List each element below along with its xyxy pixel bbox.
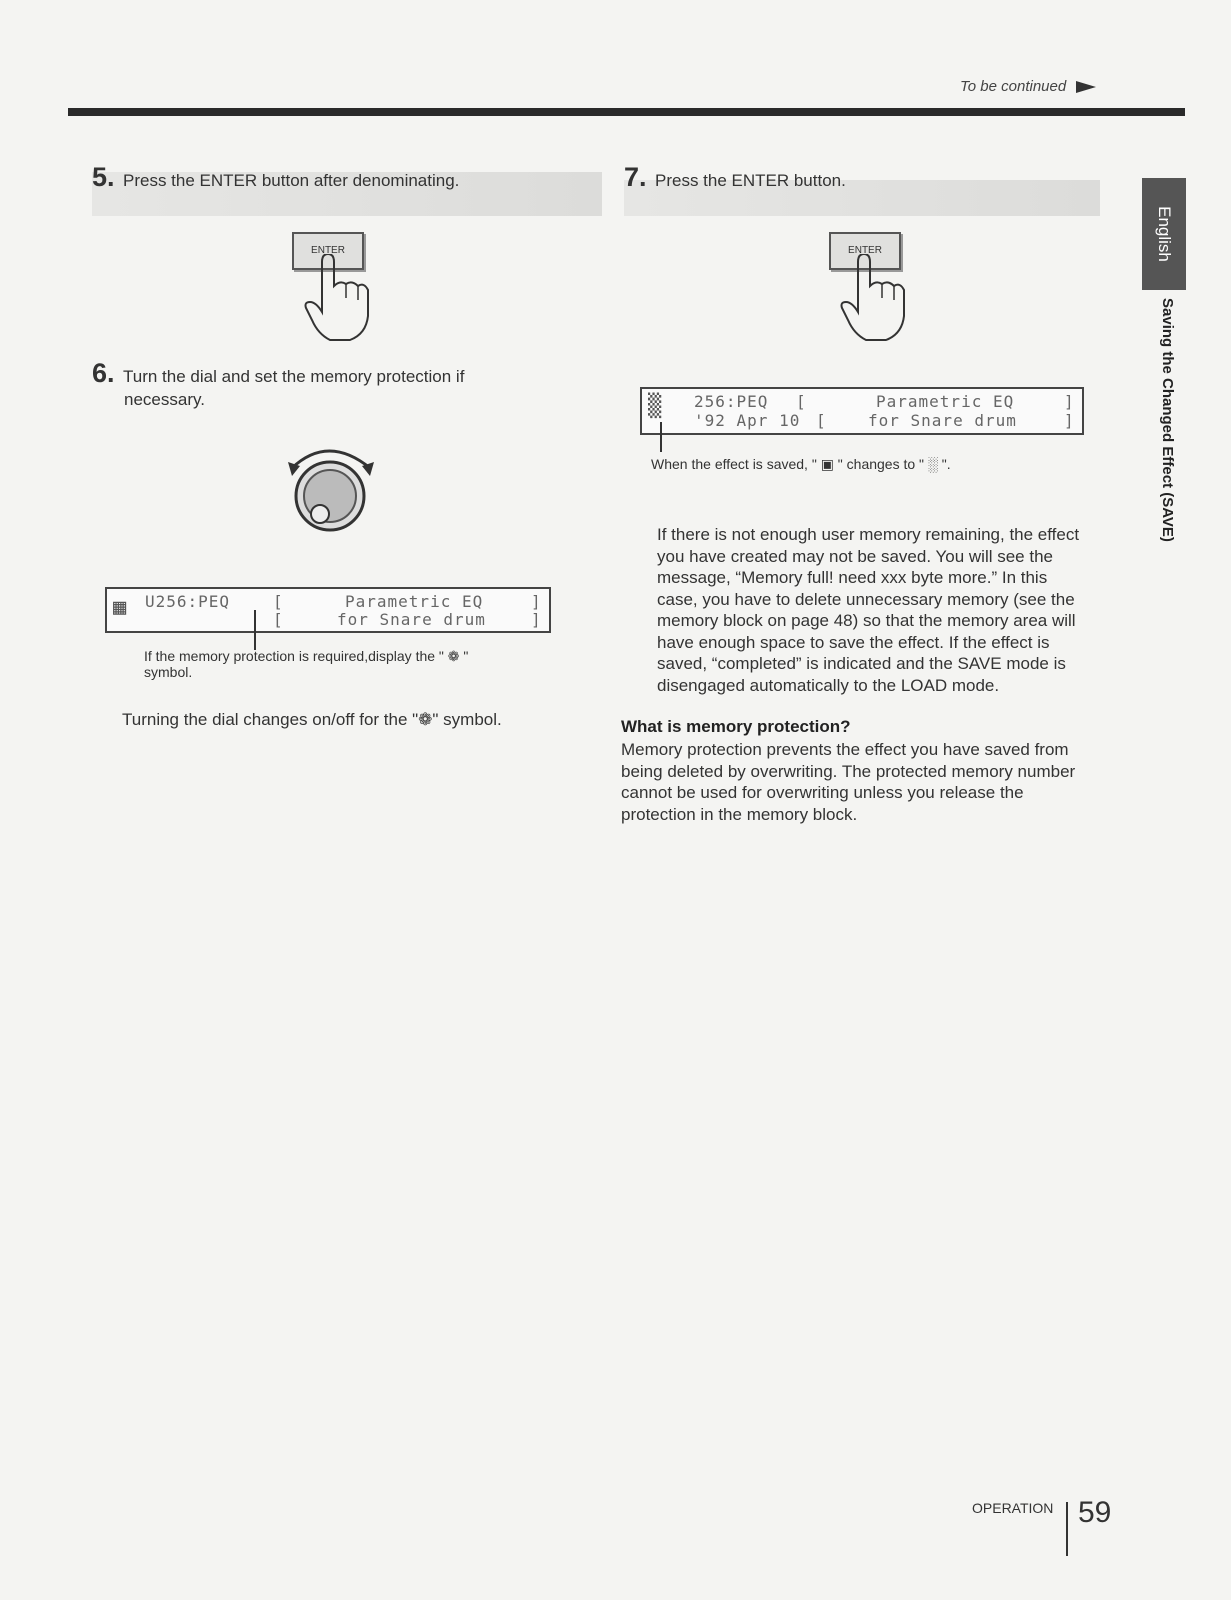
lcd-left-close-bracket-1: ]: [531, 592, 542, 611]
note-line: memory block on page 48) so that the memory area will: [657, 611, 1076, 630]
protection-line: Memory protection prevents the effect you have saved from: [621, 740, 1069, 759]
step7-number: 7.: [624, 162, 647, 192]
lcd-display-right: [640, 387, 1084, 435]
lcd-left-row1-left: U256:PEQ: [145, 592, 231, 611]
page-number: 59: [1078, 1496, 1112, 1529]
step7-heading: [624, 162, 846, 193]
language-tab: [1142, 178, 1186, 290]
note-line: disengaged automatically to the LOAD mode.: [657, 675, 1000, 695]
lcd-right-row2-bracket: [: [816, 411, 827, 430]
memory-full-note: [657, 524, 1127, 696]
top-rule: [68, 108, 1185, 116]
note-line: case, you have to delete unnecessary memory (see the: [657, 589, 1075, 609]
lcd-right-row2-left: '92 Apr 10: [694, 411, 801, 430]
protection-line: cannot be used for overwriting unless you release the: [621, 783, 1024, 802]
note-line: message, “Memory full! need xxx byte more.” In this: [657, 568, 1048, 587]
lcd-right-row1-right: Parametric EQ: [876, 392, 1015, 411]
pressing-hand-icon-right: [836, 254, 916, 344]
lcd-right-row1-bracket: [: [796, 392, 807, 411]
note-line: have enough space to save the effect. If the effect is: [657, 632, 1050, 652]
step6-line1: Turn the dial and set the memory protection if: [122, 367, 465, 386]
pressing-hand-icon: [300, 254, 380, 344]
memory-icon: ▦: [113, 595, 127, 620]
lcd-right-close-bracket-2: ]: [1064, 411, 1075, 430]
step6-number: 6.: [92, 358, 115, 388]
to-be-continued-text: To be continued: [960, 78, 1067, 95]
lcd-left-row1-bracket: [: [273, 592, 284, 611]
step6-line2: necessary.: [124, 390, 205, 409]
lcd-right-close-bracket-1: ]: [1064, 392, 1075, 411]
footer-divider: [1066, 1502, 1068, 1556]
section-tab-label: Saving the Changed Effect (SAVE): [1159, 298, 1176, 542]
step5-number: 5.: [92, 162, 115, 192]
note-line: If there is not enough user memory remaining, the effect: [657, 525, 1080, 544]
callout-line-left: [254, 610, 256, 650]
to-be-continued: [960, 78, 1096, 95]
dial-icon: [282, 440, 382, 540]
protection-line: being deleted by overwriting. The protected memory number: [621, 761, 1076, 781]
lcd-display-left: [105, 587, 551, 633]
memory-protection-body: [621, 739, 1121, 825]
section-tab: [1142, 298, 1186, 558]
left-caption-line2: symbol.: [144, 664, 193, 680]
step5-text: Press the ENTER button after denominating.: [122, 171, 460, 190]
note-line: saved, “completed” is indicated and the SAVE mode is: [657, 654, 1066, 673]
enter-button-label-right: ENTER: [848, 245, 882, 256]
protection-line: protection in the memory block.: [621, 804, 858, 824]
dial-note: Turning the dial changes on/off for the "❁" symbol.: [122, 710, 502, 729]
lcd-left-row1-right: Parametric EQ: [345, 592, 484, 611]
step6-heading: [92, 358, 464, 389]
saved-memory-icon: ▒: [648, 394, 662, 419]
lcd-right-row2-right: for Snare drum: [868, 411, 1017, 430]
memory-protection-heading: What is memory protection?: [621, 717, 851, 736]
lcd-left-close-bracket-2: ]: [531, 610, 542, 629]
lcd-right-row1-left: 256:PEQ: [694, 392, 769, 411]
step7-text: Press the ENTER button.: [654, 171, 846, 190]
callout-line-right: [660, 422, 662, 452]
lcd-left-row2-bracket: [: [273, 610, 284, 629]
footer-section-label: OPERATION: [972, 1500, 1054, 1516]
right-caption: When the effect is saved, " ▣ " changes to " ░ ".: [651, 456, 951, 472]
language-tab-label: English: [1155, 206, 1174, 262]
continue-arrow-icon: [1076, 81, 1096, 93]
note-line: you have created may not be saved. You will see the: [657, 546, 1053, 566]
step5-heading: [92, 162, 459, 193]
enter-button-label: ENTER: [311, 245, 345, 256]
left-caption-line1: If the memory protection is required,display the " ❁ ": [144, 648, 469, 664]
lcd-left-row2-right: for Snare drum: [337, 610, 486, 629]
